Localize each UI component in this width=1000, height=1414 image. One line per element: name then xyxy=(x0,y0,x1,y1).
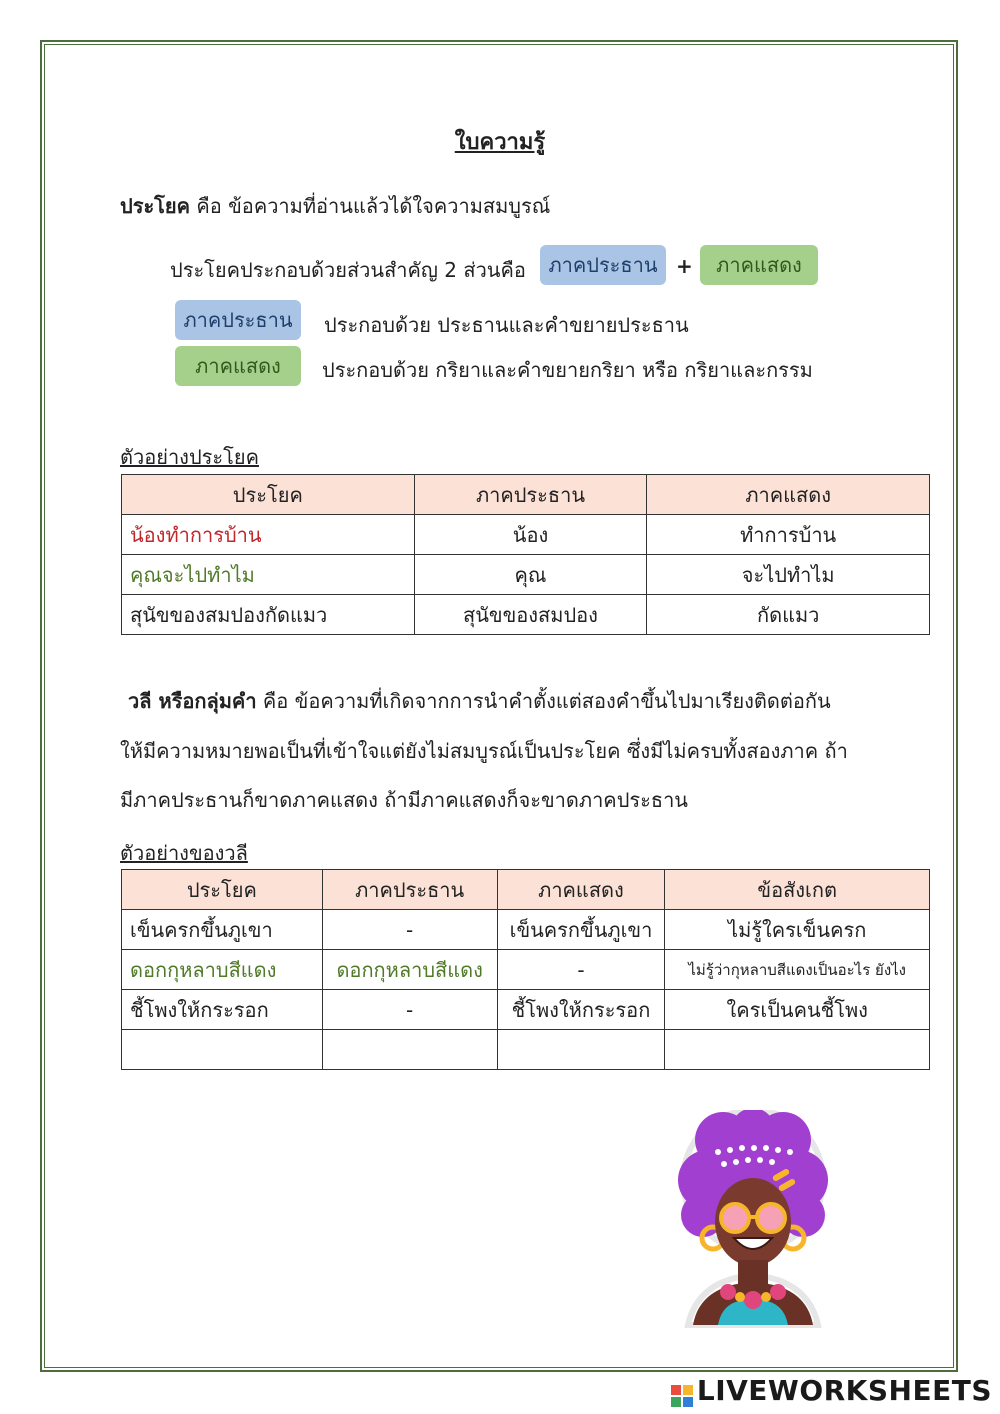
table-cell: สุนัขของสมปอง xyxy=(414,595,647,635)
header-cell: ประโยค xyxy=(122,870,323,910)
header-cell: ประโยค xyxy=(122,475,415,515)
predicate-row-tag: ภาคแสดง xyxy=(175,346,301,386)
phrase-term: วลี หรือกลุ่มคำ xyxy=(128,689,257,713)
subject-row-text: ประกอบด้วย ประธานและคำขยายประธาน xyxy=(324,313,689,337)
predicate-tag: ภาคแสดง xyxy=(700,245,818,285)
header-cell: ภาคประธาน xyxy=(322,870,497,910)
header-cell: ข้อสังเกต xyxy=(665,870,930,910)
table-cell: ไม่รู้ว่ากุหลาบสีแดงเป็นอะไร ยังไง xyxy=(665,950,930,990)
table-cell: - xyxy=(322,990,497,1030)
table-cell: ทำการบ้าน xyxy=(647,515,930,555)
subject-tag: ภาคประธาน xyxy=(540,245,666,285)
table-cell xyxy=(322,1030,497,1070)
table-cell: ใครเป็นคนชี้โพง xyxy=(665,990,930,1030)
table-cell: คุณ xyxy=(414,555,647,595)
girl-illustration xyxy=(668,1110,838,1335)
table-row xyxy=(122,595,930,635)
table-cell: ดอกกุหลาบสีแดง xyxy=(322,950,497,990)
table-row xyxy=(122,555,930,595)
page-title: ใบความรู้ xyxy=(454,130,546,155)
table-cell: - xyxy=(322,910,497,950)
header-cell: ภาคแสดง xyxy=(497,870,665,910)
subject-row-tag: ภาคประธาน xyxy=(175,300,301,340)
table-cell: ชี้โพงให้กระรอก xyxy=(122,990,323,1030)
table-row xyxy=(122,990,930,1030)
table-row xyxy=(122,515,930,555)
phrase-definition xyxy=(128,685,831,717)
header-cell: ภาคประธาน xyxy=(414,475,647,515)
phrase-heading: ตัวอย่างของวลี xyxy=(120,841,248,865)
table-header-row xyxy=(122,475,930,515)
table-cell xyxy=(497,1030,665,1070)
sentence-table xyxy=(121,474,930,635)
plus-sign: + xyxy=(676,254,693,278)
liveworksheets-logo xyxy=(671,1374,992,1407)
table-cell: - xyxy=(497,950,665,990)
table-cell: กัดแมว xyxy=(647,595,930,635)
table-cell: เข็นครกขึ้นภูเขา xyxy=(122,910,323,950)
table-cell: เข็นครกขึ้นภูเขา xyxy=(497,910,665,950)
phrase-line1: คือ ข้อความที่เกิดจากการนำคำตั้งแต่สองคำขึ้นไปมาเรียงติดต่อกัน xyxy=(256,689,831,713)
composition-text: ประโยคประกอบด้วยส่วนสำคัญ 2 ส่วนคือ xyxy=(170,258,526,282)
phrase-table xyxy=(121,869,930,1070)
sentence-term: ประโยค xyxy=(120,194,191,218)
table-cell xyxy=(122,1030,323,1070)
table-cell: จะไปทำไม xyxy=(647,555,930,595)
predicate-row-text: ประกอบด้วย กริยาและคำขยายกริยา หรือ กริยาและกรรม xyxy=(322,358,813,382)
table-cell: คุณจะไปทำไม xyxy=(122,555,415,595)
table-row xyxy=(122,1030,930,1070)
phrase-line3: มีภาคประธานก็ขาดภาคแสดง ถ้ามีภาคแสดงก็จะขาดภาคประธาน xyxy=(120,788,688,812)
table-cell xyxy=(665,1030,930,1070)
table-cell: ดอกกุหลาบสีแดง xyxy=(122,950,323,990)
sentence-definition xyxy=(120,190,550,222)
table-cell: สุนัขของสมปองกัดแมว xyxy=(122,595,415,635)
table-row xyxy=(122,950,930,990)
table-cell: ไม่รู้ใครเข็นครก xyxy=(665,910,930,950)
table-row xyxy=(122,910,930,950)
table-cell: ชี้โพงให้กระรอก xyxy=(497,990,665,1030)
sentence-text: คือ ข้อความที่อ่านแล้วได้ใจความสมบูรณ์ xyxy=(190,194,551,218)
phrase-line2: ให้มีความหมายพอเป็นที่เข้าใจแต่ยังไม่สมบูรณ์เป็นประโยค ซึ่งมีไม่ครบทั้งสองภาค ถ้า xyxy=(120,739,848,763)
logo-icon xyxy=(671,1381,693,1403)
table-header-row xyxy=(122,870,930,910)
header-cell: ภาคแสดง xyxy=(647,475,930,515)
examples-heading: ตัวอย่างประโยค xyxy=(120,445,259,469)
logo-text: LIVEWORKSHEETS xyxy=(696,1374,992,1407)
table-cell: น้อง xyxy=(414,515,647,555)
table-cell: น้องทำการบ้าน xyxy=(122,515,415,555)
